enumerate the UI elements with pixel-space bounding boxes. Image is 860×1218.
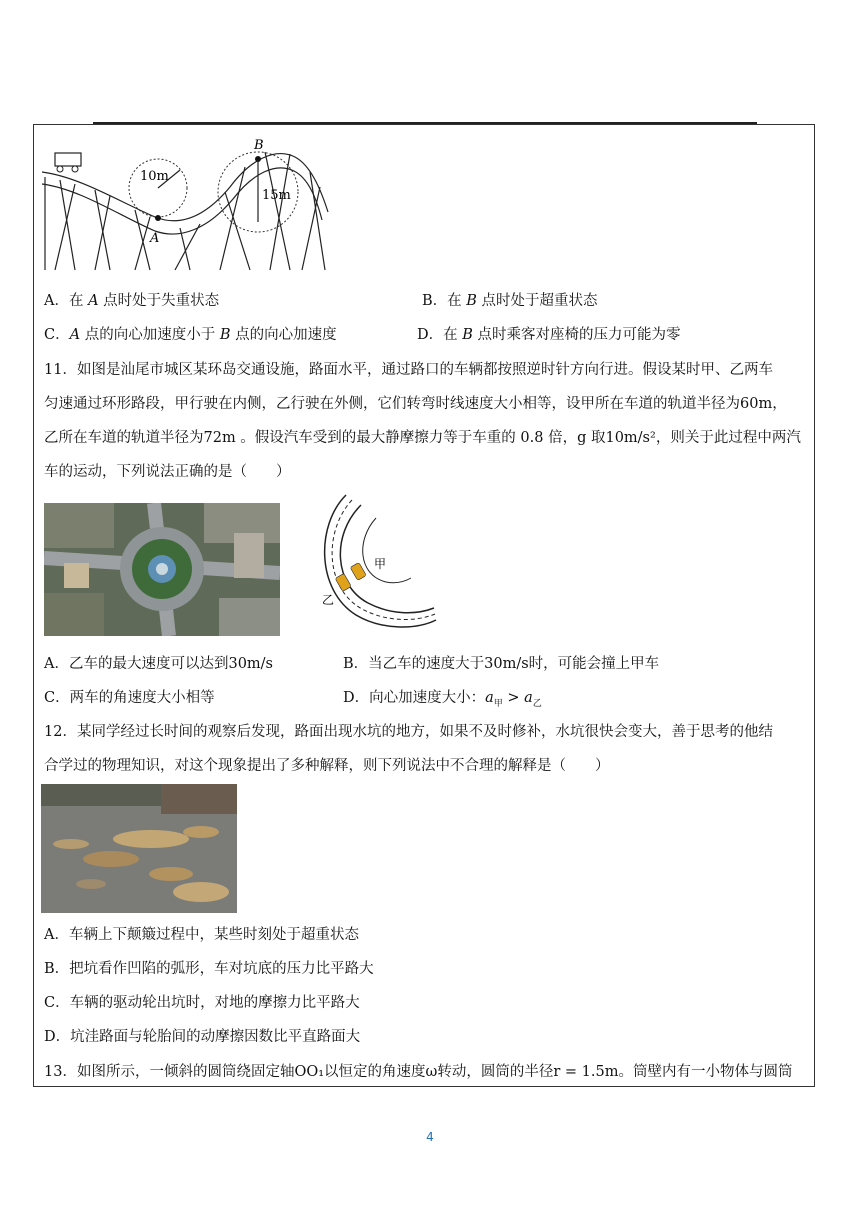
q10-option-c: C．A 点的向心加速度小于 B 点的向心加速度 xyxy=(44,327,337,343)
q11-line-2: 匀速通过环形路段，甲行驶在内侧，乙行驶在外侧，它们转弯时线速度大小相等，设甲所在车道的轨道半径为60m， xyxy=(44,396,787,412)
q10-option-a: A．在 A 点时处于失重状态 xyxy=(44,293,220,309)
q11-line-3: 乙所在车道的轨道半径为72m 。假设汽车受到的最大静摩擦力等于车重的 0.8 倍，g 取10m/s²，则关于此过程中两汽 xyxy=(44,430,801,446)
page-number: 4 xyxy=(426,1130,434,1144)
car-yi xyxy=(335,573,351,591)
q12-option-d: D．坑洼路面与轮胎间的动摩擦因数比平直路面大 xyxy=(44,1029,361,1045)
q11-option-a: A．乙车的最大速度可以达到30m/s xyxy=(44,656,273,672)
q11-option-d: D．向心加速度大小：$a_甲 > a_乙$ xyxy=(343,690,542,709)
roundabout-photo xyxy=(44,503,280,636)
label-jia: 甲 xyxy=(374,557,387,571)
car-jia xyxy=(350,562,366,580)
label-yi: 乙 xyxy=(322,593,335,607)
pothole-photo xyxy=(41,784,237,913)
radius-b-label: 15m xyxy=(262,188,291,203)
radius-a-label: 10m xyxy=(140,169,169,184)
q11-option-c: C．两车的角速度大小相等 xyxy=(44,690,215,706)
train-car xyxy=(55,153,81,172)
roller-coaster-figure xyxy=(40,132,330,272)
q10-option-b: B．在 B 点时处于超重状态 xyxy=(422,293,598,309)
q12-option-b: B．把坑看作凹陷的弧形，车对坑底的压力比平路大 xyxy=(44,961,374,977)
point-b-label: B xyxy=(254,138,264,153)
q12-line-2: 合学过的物理知识，对这个现象提出了多种解释，则下列说法中不合理的解释是（ ） xyxy=(44,758,610,774)
q12-option-a: A．车辆上下颠簸过程中，某些时刻处于超重状态 xyxy=(44,927,359,943)
q11-option-b: B．当乙车的速度大于30m/s时，可能会撞上甲车 xyxy=(343,656,660,672)
q10-option-d: D．在 B 点时乘客对座椅的压力可能为零 xyxy=(417,327,681,343)
lane-diagram xyxy=(316,490,446,635)
q13-line-1: 13．如图所示，一倾斜的圆筒绕固定轴OO₁以恒定的角速度ω转动，圆筒的半径r = 1.5m。筒壁内有一小物体与圆筒 xyxy=(44,1064,793,1080)
point-a-label: A xyxy=(150,231,160,246)
q11-line-1: 11．如图是汕尾市城区某环岛交通设施，路面水平，通过路口的车辆都按照逆时针方向行进。假设某时甲、乙两车 xyxy=(44,362,773,378)
q12-line-1: 12．某同学经过长时间的观察后发现，路面出现水坑的地方，如果不及时修补，水坑很快会变大，善于思考的他结 xyxy=(44,724,773,740)
q12-option-c: C．车辆的驱动轮出坑时，对地的摩擦力比平路大 xyxy=(44,995,360,1011)
q11-line-4: 车的运动，下列说法正确的是（ ） xyxy=(44,464,291,480)
